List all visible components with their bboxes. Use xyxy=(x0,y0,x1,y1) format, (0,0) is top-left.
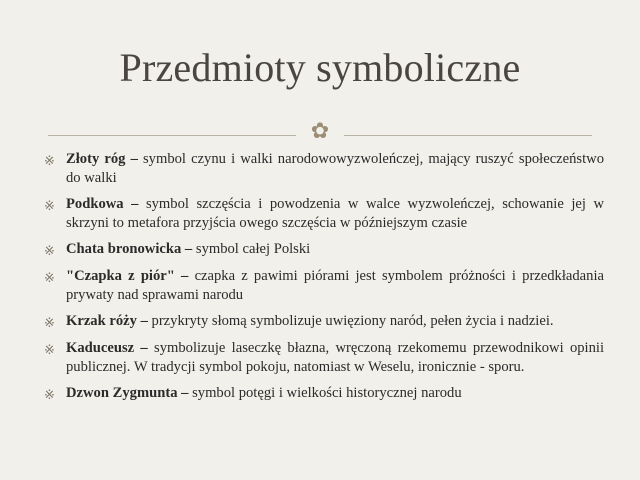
open-bullet-icon: ※ xyxy=(44,342,55,357)
list-item-rest: symbol potęgi i wielkości historycznej narodu xyxy=(192,385,462,401)
list-item-rest: czapka z pawimi piórami jest symbolem próżności i przedkładania prywaty nad sprawami narodu xyxy=(66,268,604,303)
list-item-text xyxy=(66,150,604,188)
open-bullet-icon: ※ xyxy=(44,198,55,213)
open-bullet-icon: ※ xyxy=(44,315,55,330)
list-item-text xyxy=(66,195,604,233)
list-item-text xyxy=(66,384,604,403)
list-item xyxy=(44,339,604,377)
title-divider xyxy=(48,118,592,143)
list-item-rest: symbolizuje laseczkę błazna, wręczoną rzekomemu przewodnikowi opinii publicznej. W tradycji symbol pokoju, natomiast w Weselu, ironicznie - sporu. xyxy=(66,340,604,375)
page-title: Przedmioty symboliczne xyxy=(119,45,521,90)
list-item xyxy=(44,150,604,188)
list-item-lead: Złoty róg – xyxy=(66,151,143,167)
list-item-rest: symbol czynu i walki narodowowyzwoleńczej, mający ruszyć społeczeństwo do walki xyxy=(66,151,604,186)
open-bullet-icon: ※ xyxy=(44,270,55,285)
list-item-text xyxy=(66,339,604,377)
list-item-text xyxy=(66,312,604,331)
open-bullet-icon: ※ xyxy=(44,387,55,402)
list-item-rest: symbol szczęścia i powodzenia w walce wyzwoleńczej, schowanie jej w skrzyni to metafora przyjścia owego szczęścia w późniejszym czasie xyxy=(66,196,604,231)
divider-rule-right xyxy=(344,135,592,136)
list-item-text xyxy=(66,267,604,305)
list-item-rest: symbol całej Polski xyxy=(195,241,311,257)
list-item-lead: Kaduceusz – xyxy=(66,340,155,356)
list-item xyxy=(44,240,604,260)
list-item-lead: Podkowa – xyxy=(66,196,146,212)
florette-ornament-icon: ✿ xyxy=(310,118,330,143)
list-item-lead: "Czapka z piór" – xyxy=(66,268,195,284)
list-item xyxy=(44,195,604,233)
open-bullet-icon: ※ xyxy=(44,243,55,258)
list-item-lead: Chata bronowicka – xyxy=(66,241,196,257)
divider-rule-left xyxy=(48,135,296,136)
list-item-text xyxy=(66,240,604,259)
list-item-lead: Dzwon Zygmunta – xyxy=(66,385,193,401)
list-item-lead: Krzak róży – xyxy=(66,313,152,329)
bullet-list xyxy=(44,150,604,411)
list-item xyxy=(44,312,604,332)
list-item xyxy=(44,384,604,404)
list-item-rest: przykryty słomą symbolizuje uwięziony naród, pełen życia i nadziei. xyxy=(151,313,554,329)
list-item xyxy=(44,267,604,305)
open-bullet-icon: ※ xyxy=(44,153,55,168)
